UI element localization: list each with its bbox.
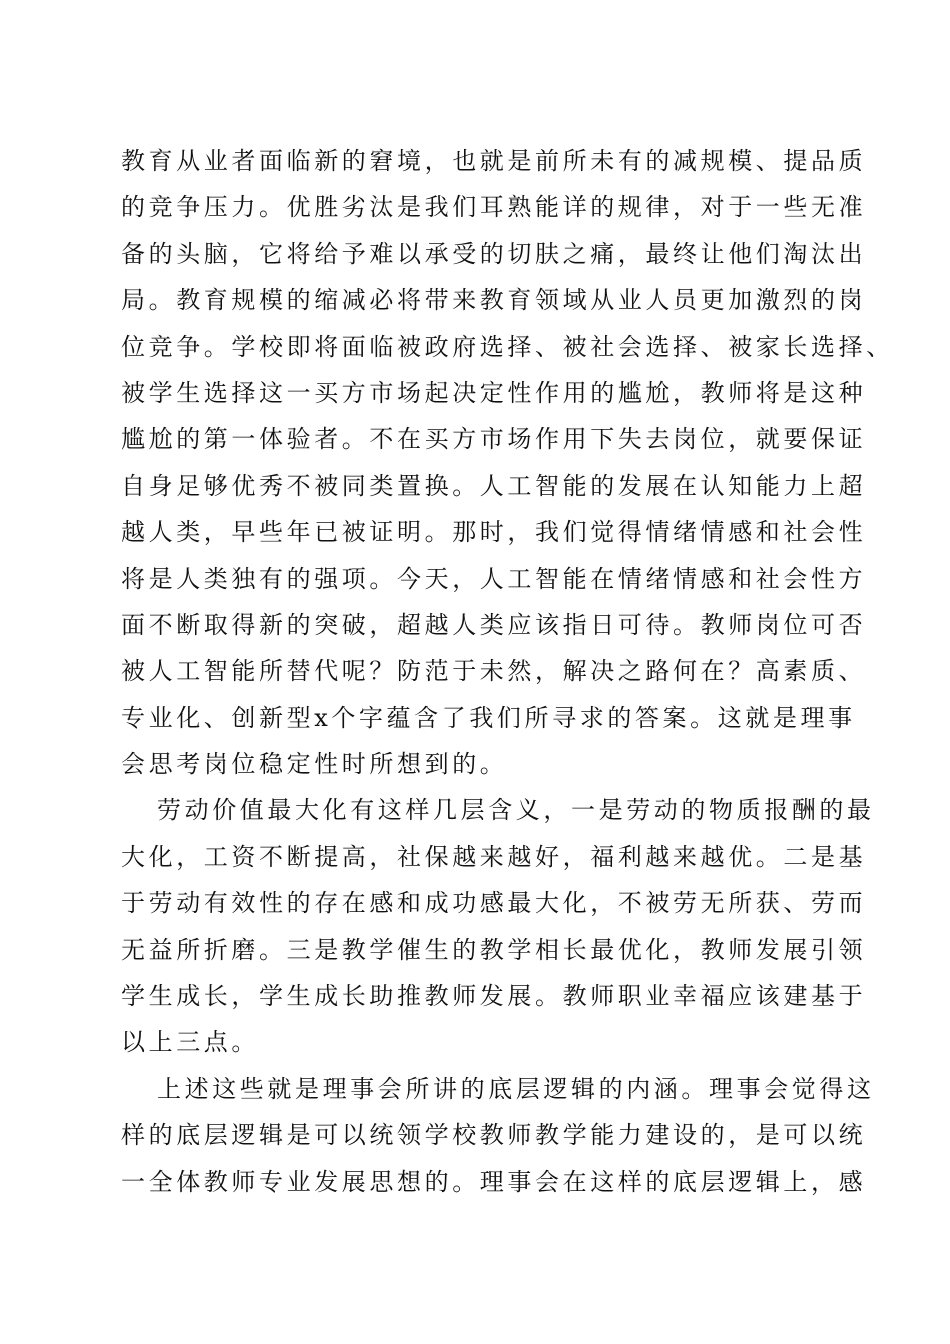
text-line: 样的底层逻辑是可以统领学校教师教学能力建设的，是可以统 [121, 1121, 867, 1150]
paragraph-start-line: 劳动价值最大化有这样几层含义，一是劳动的物质报酬的最 [157, 796, 875, 825]
text-line: 越人类，早些年已被证明。那时，我们觉得情绪情感和社会性 [121, 518, 867, 547]
text-line: 尴尬的第一体验者。不在买方市场作用下失去岗位，就要保证 [121, 425, 867, 454]
text-line: 专业化、创新型x个字蕴含了我们所寻求的答案。这就是理事 [121, 703, 856, 732]
text-line: 被学生选择这一买方市场起决定性作用的尴尬，教师将是这种 [121, 378, 867, 407]
text-line: 无益所折磨。三是教学催生的教学相长最优化，教师发展引领 [121, 935, 867, 964]
text-line: 的竞争压力。优胜劣汰是我们耳熟能详的规律，对于一些无准 [121, 193, 867, 222]
text-line: 一全体教师专业发展思想的。理事会在这样的底层逻辑上，感 [121, 1167, 867, 1196]
text-line: 面不断取得新的突破，超越人类应该指日可待。教师岗位可否 [121, 610, 867, 639]
text-line: 位竞争。学校即将面临被政府选择、被社会选择、被家长选择、 [121, 332, 894, 361]
text-line: 被人工智能所替代呢？防范于未然，解决之路何在？高素质、 [121, 657, 867, 686]
text-line: 局。教育规模的缩减必将带来教育领域从业人员更加激烈的岗 [121, 286, 867, 315]
text-line: 教育从业者面临新的窘境，也就是前所未有的减规模、提品质 [121, 147, 867, 175]
text-line: 大化，工资不断提高，社保越来越好，福利越来越优。二是基 [121, 842, 867, 871]
text-line: 自身足够优秀不被同类置换。人工智能的发展在认知能力上超 [121, 471, 867, 500]
text-line: 学生成长，学生成长助推教师发展。教师职业幸福应该建基于 [121, 982, 867, 1011]
text-line: 于劳动有效性的存在感和成功感最大化，不被劳无所获、劳而 [121, 889, 867, 918]
text-line: 将是人类独有的强项。今天，人工智能在情绪情感和社会性方 [121, 564, 867, 593]
text-line: 备的头脑，它将给予难以承受的切肤之痛，最终让他们淘汰出 [121, 239, 867, 268]
body-text [121, 138, 894, 1205]
paragraph-start-line: 上述这些就是理事会所讲的底层逻辑的内涵。理事会觉得这 [157, 1074, 875, 1103]
text-line: 会思考岗位稳定性时所想到的。 [121, 750, 508, 779]
text-line: 以上三点。 [121, 1028, 259, 1057]
